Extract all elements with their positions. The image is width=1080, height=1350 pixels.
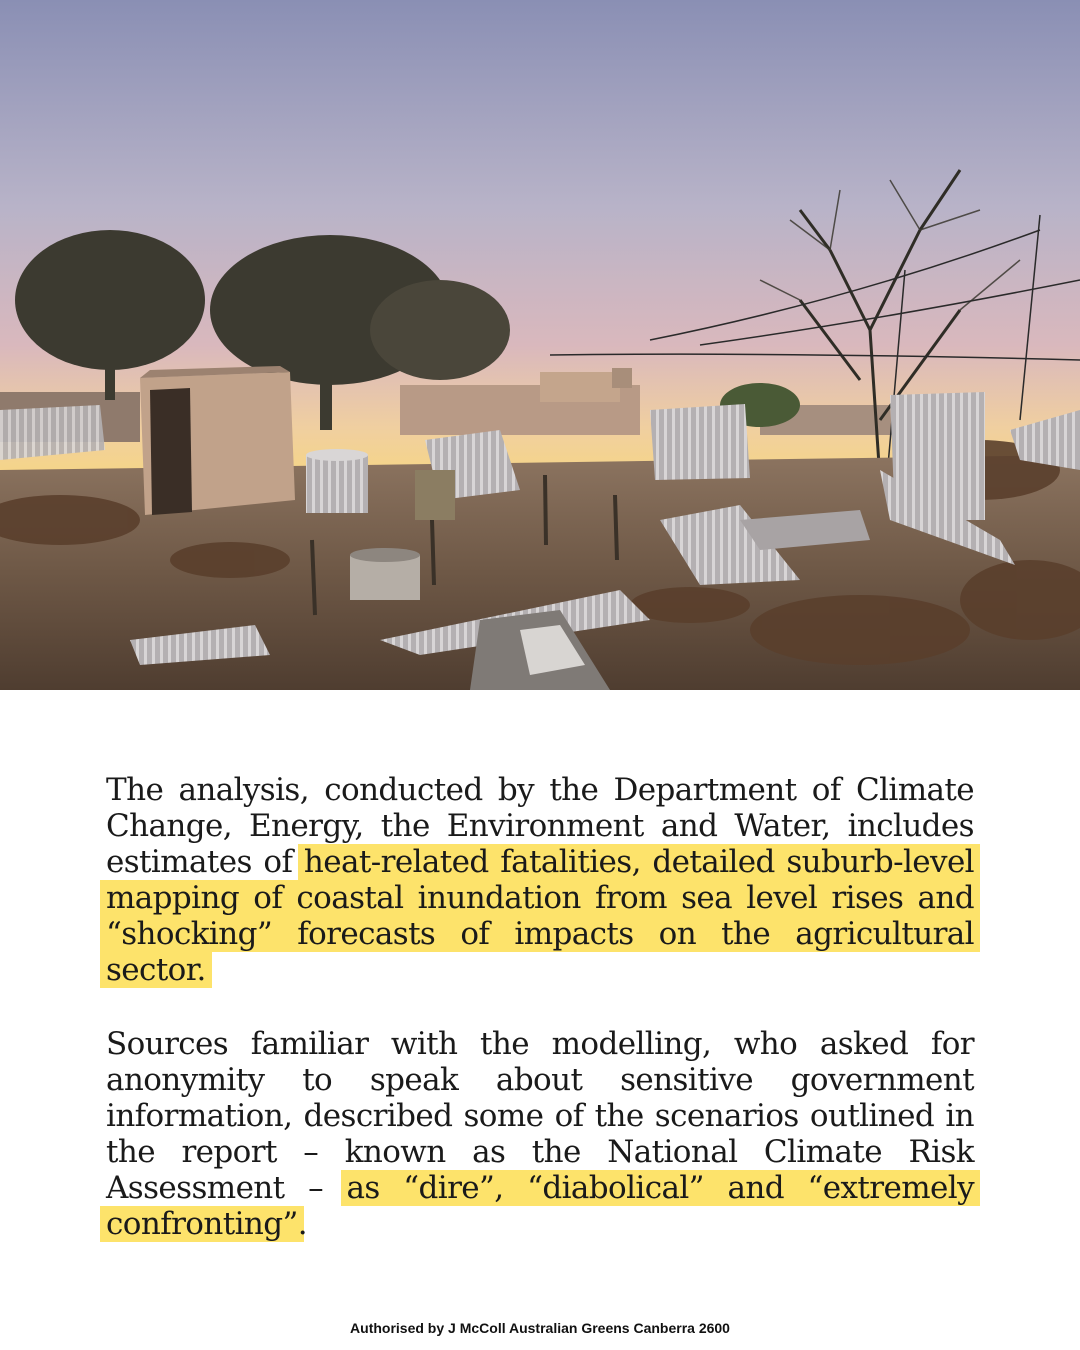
paragraph-1-highlight: heat-related fatalities, detailed suburb-level mapping of coastal inundation from sea level rises and “shocking” forecasts of impacts on the agricultural sector. (106, 844, 975, 988)
paragraph-1 (106, 772, 974, 988)
article-text (106, 772, 974, 1242)
paragraph-2-text: Sources familiar with the modelling, who asked for anonymity to speak about sensitive government information, described some of the scenarios outlined in the report – known as the National Climate Risk Assessment – (106, 1026, 974, 1206)
paragraph-1-text: The analysis, conducted by the Department of Climate Change, Energy, the Environment and Water, includes estimates of (106, 772, 974, 880)
authorisation-footer: Authorised by J McColl Australian Greens Canberra 2600 (350, 1320, 730, 1336)
paragraph-2 (106, 1026, 974, 1242)
paragraph-2-tail: . (297, 1206, 308, 1242)
paragraph-2-highlight: as “dire”, “diabolical” and “extremely confronting” (106, 1170, 974, 1242)
